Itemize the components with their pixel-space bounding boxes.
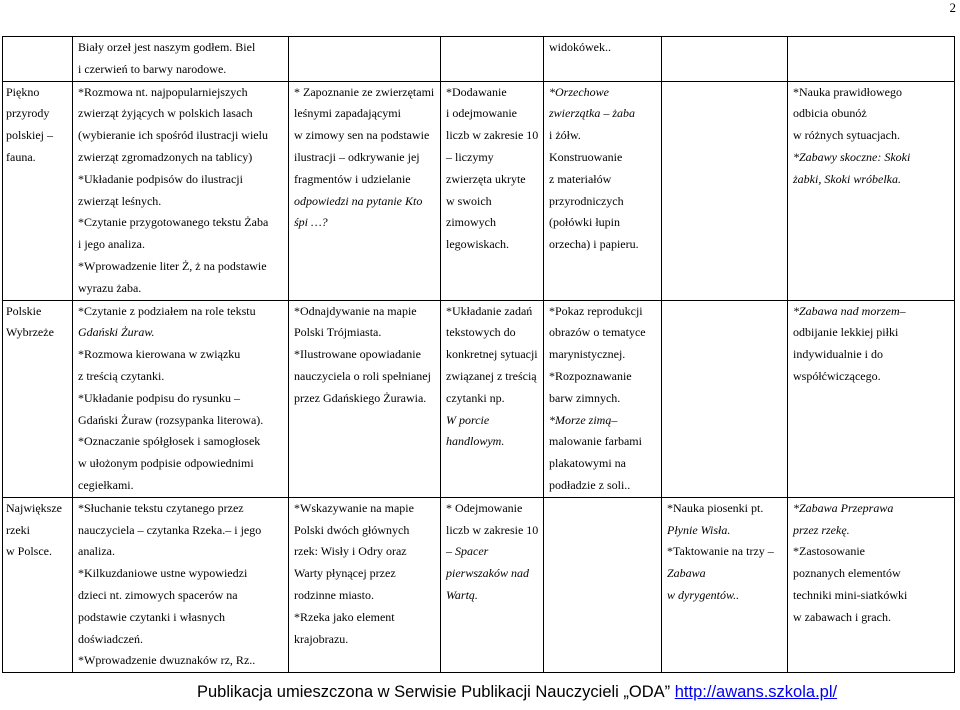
cell-education-math — [441, 81, 544, 300]
cell-line: rzek: Wisły i Odry oraz — [294, 544, 407, 559]
cell-line: Płynie Wisła. — [667, 522, 731, 537]
cell-line: przez rzekę. — [793, 522, 850, 537]
cell-line: ilustracji – odkrywanie jej — [294, 149, 420, 164]
cell-line: odbijanie lekkiej piłki — [793, 325, 899, 340]
cell-line: *Rozmowa nt. najpopularniejszych — [78, 84, 248, 99]
cell-education-art — [544, 81, 662, 300]
cell-education-polish — [73, 81, 289, 300]
cell-education-art — [544, 497, 662, 672]
cell-line: zwierząt zgromadzonych na tablicy) — [78, 149, 253, 164]
cell-education-art — [544, 300, 662, 497]
cell-line: Wartą. — [446, 587, 478, 602]
cell-line: zwierzęta ukryte — [446, 171, 526, 186]
cell-line: *Kilkuzdaniowe ustne wypowiedzi — [78, 566, 248, 581]
cell-line: *Układanie zadań — [446, 303, 533, 318]
table-row — [3, 37, 955, 82]
cell-line: Biały orzeł jest naszym godłem. Biel — [78, 40, 256, 54]
cell-line: *Zabawa nad morzem– — [793, 303, 906, 318]
cell-line: plakatowymi na — [549, 456, 626, 471]
cell-line: zimowych — [446, 215, 496, 230]
cell-line: analiza. — [78, 544, 115, 559]
cell-line: rzeki — [6, 522, 30, 537]
cell-education-music — [662, 81, 788, 300]
cell-line: *Układanie podpisu do rysunku – — [78, 390, 240, 405]
cell-topic — [3, 37, 73, 82]
cell-line: doświadczeń. — [78, 631, 143, 646]
cell-line: Zabawa — [667, 566, 706, 581]
cell-line: związanej z treścią — [446, 368, 537, 383]
cell-line: odbicia obunóż — [793, 106, 867, 121]
cell-line: legowiskach. — [446, 237, 509, 252]
cell-line: *Słuchanie tekstu czytanego przez — [78, 500, 244, 515]
cell-topic — [3, 81, 73, 300]
cell-line: odpowiedzi na pytanie Kto — [294, 193, 423, 208]
table-row — [3, 497, 955, 672]
cell-line: z treścią czytanki. — [78, 368, 165, 383]
cell-line: – liczymy — [446, 149, 494, 164]
cell-line: wyrazu żaba. — [78, 280, 142, 295]
cell-line: – Spacer — [446, 544, 489, 559]
cell-line: w swoich — [446, 193, 492, 208]
cell-line: w zimowy sen na podstawie — [294, 128, 430, 143]
cell-line: techniki mini-siatkówki — [793, 587, 908, 602]
cell-line: *Wskazywanie na mapie — [294, 500, 414, 515]
cell-line: w Polsce. — [6, 544, 52, 559]
cell-line: krajobrazu. — [294, 631, 349, 646]
cell-line: Polski dwóch głównych — [294, 522, 410, 537]
cell-line: żabki, Skoki wróbelka. — [793, 171, 901, 186]
cell-education-music — [662, 497, 788, 672]
cell-education-environment — [289, 81, 441, 300]
cell-line: Największe — [6, 500, 62, 515]
cell-line: w ułożonym podpisie odpowiednimi — [78, 456, 254, 471]
cell-line: *Odnajdywanie na mapie — [294, 303, 417, 318]
cell-line: zwierzątka – żaba — [549, 106, 636, 121]
cell-line: Piękno — [6, 84, 40, 99]
cell-line: liczb w zakresie 10 — [446, 522, 539, 537]
cell-line: *Zabawa Przeprawa — [793, 500, 894, 515]
cell-line: podładzie z soli.. — [549, 477, 631, 492]
cell-line: Polskie — [6, 303, 42, 318]
cell-line: w zabawach i grach. — [793, 609, 891, 624]
cell-line: przez Gdańskiego Żurawia. — [294, 390, 427, 405]
cell-line: cegiełkami. — [78, 477, 134, 492]
cell-education-polish — [73, 37, 289, 82]
cell-line: Gdański Żuraw. — [78, 325, 155, 340]
cell-line: *Wprowadzenie liter Ż, ż na podstawie — [78, 258, 267, 273]
cell-line: *Ilustrowane opowiadanie — [294, 347, 421, 362]
cell-education-physical — [788, 37, 955, 82]
cell-topic — [3, 300, 73, 497]
cell-education-environment — [289, 497, 441, 672]
table-row — [3, 81, 955, 300]
cell-education-art — [544, 37, 662, 82]
cell-line: *Wprowadzenie dwuznaków rz, Rz.. — [78, 653, 256, 668]
cell-education-polish — [73, 497, 289, 672]
cell-line: przyrodniczych — [549, 193, 624, 208]
footer-text: Publikacja umieszczona w Serwisie Publikacji Nauczycieli „ODA” — [197, 683, 675, 701]
cell-line: Warty płynącej przez — [294, 566, 396, 581]
cell-line: z materiałów — [549, 171, 612, 186]
cell-line: *Morze zimą– — [549, 412, 618, 427]
cell-line: marynistycznej. — [549, 347, 626, 362]
cell-line: współćwiczącego. — [793, 368, 881, 383]
cell-line: konkretnej sytuacji — [446, 347, 538, 362]
cell-line: * Odejmowanie — [446, 500, 523, 515]
cell-line: liczb w zakresie 10 — [446, 128, 539, 143]
page-number: 2 — [949, 0, 956, 15]
cell-line: (połówki łupin — [549, 215, 620, 230]
cell-education-polish — [73, 300, 289, 497]
cell-line: Konstruowanie — [549, 149, 623, 164]
cell-line: malowanie farbami — [549, 434, 642, 449]
cell-line: widokówek.. — [549, 40, 611, 54]
cell-line: (wybieranie ich spośród ilustracji wielu — [78, 128, 268, 143]
cell-line: barw zimnych. — [549, 390, 621, 405]
cell-line: fragmentów i udzielanie — [294, 171, 411, 186]
cell-line: *Dodawanie — [446, 84, 507, 99]
cell-line: zwierząt leśnych. — [78, 193, 162, 208]
cell-line: tekstowych do — [446, 325, 516, 340]
cell-education-music — [662, 37, 788, 82]
cell-line: pierwszaków nad — [446, 566, 530, 581]
footer-link[interactable]: http://awans.szkola.pl/ — [674, 683, 838, 701]
table-row — [3, 300, 955, 497]
cell-line: śpi …? — [294, 215, 328, 230]
cell-education-physical — [788, 497, 955, 672]
cell-education-math — [441, 37, 544, 82]
cell-line: *Układanie podpisów do ilustracji — [78, 171, 243, 186]
cell-line: *Pokaz reprodukcji — [549, 303, 643, 318]
cell-line: nauczyciela o roli spełnianej — [294, 368, 431, 383]
cell-education-math — [441, 300, 544, 497]
cell-line: *Rzeka jako element — [294, 609, 395, 624]
cell-line: Gdański Żuraw (rozsypanka literowa). — [78, 412, 264, 427]
cell-education-environment — [289, 300, 441, 497]
cell-line: obrazów o tematyce — [549, 325, 646, 340]
cell-line: orzecha) i papieru. — [549, 237, 639, 252]
cell-line: i jego analiza. — [78, 237, 145, 252]
cell-line: w dyrygentów.. — [667, 587, 740, 602]
cell-education-math — [441, 497, 544, 672]
cell-topic — [3, 497, 73, 672]
cell-line: *Rozpoznawanie — [549, 368, 632, 383]
cell-line: *Czytanie z podziałem na role tekstu — [78, 303, 256, 318]
cell-line: i odejmowanie — [446, 106, 517, 121]
cell-line: i czerwień to barwy narodowe. — [78, 61, 227, 76]
cell-line: poznanych elementów — [793, 566, 901, 581]
cell-line: *Rozmowa kierowana w związku — [78, 347, 241, 362]
cell-line: *Orzechowe — [549, 84, 609, 99]
cell-line: *Oznaczanie spółgłosek i samogłosek — [78, 434, 261, 449]
cell-line: polskiej – — [6, 128, 53, 143]
cell-line: Wybrzeże — [6, 325, 54, 340]
lesson-plan-table — [2, 36, 955, 673]
cell-education-physical — [788, 81, 955, 300]
cell-line: w różnych sytuacjach. — [793, 128, 900, 143]
cell-line: i żółw. — [549, 128, 581, 143]
cell-line: Polski Trójmiasta. — [294, 325, 382, 340]
cell-line: *Nauka piosenki pt. — [667, 500, 764, 515]
cell-line: przyrody — [6, 106, 50, 121]
cell-line: *Nauka prawidłowego — [793, 84, 902, 99]
cell-line: *Zabawy skoczne: Skoki — [793, 149, 911, 164]
cell-line: zwierząt żyjących w polskich lasach — [78, 106, 253, 121]
cell-education-physical — [788, 300, 955, 497]
cell-line: leśnymi zapadającymi — [294, 106, 401, 121]
cell-line: *Czytanie przygotowanego tekstu Żaba — [78, 215, 269, 230]
cell-line: handlowym. — [446, 434, 505, 449]
cell-line: podstawie czytanki i własnych — [78, 609, 225, 624]
cell-education-environment — [289, 37, 441, 82]
cell-line: czytanki np. — [446, 390, 505, 405]
footer — [197, 683, 837, 702]
cell-line: *Zastosowanie — [793, 544, 865, 559]
cell-line: *Taktowanie na trzy – — [667, 544, 774, 559]
cell-line: fauna. — [6, 149, 36, 164]
cell-line: nauczyciela – czytanka Rzeka.– i jego — [78, 522, 262, 537]
cell-line: * Zapoznanie ze zwierzętami — [294, 84, 435, 99]
cell-line: dzieci nt. zimowych spacerów na — [78, 587, 238, 602]
cell-line: W porcie — [446, 412, 490, 427]
cell-education-music — [662, 300, 788, 497]
cell-line: indywidualnie i do — [793, 347, 883, 362]
cell-line: rodzinne miasto. — [294, 587, 374, 602]
